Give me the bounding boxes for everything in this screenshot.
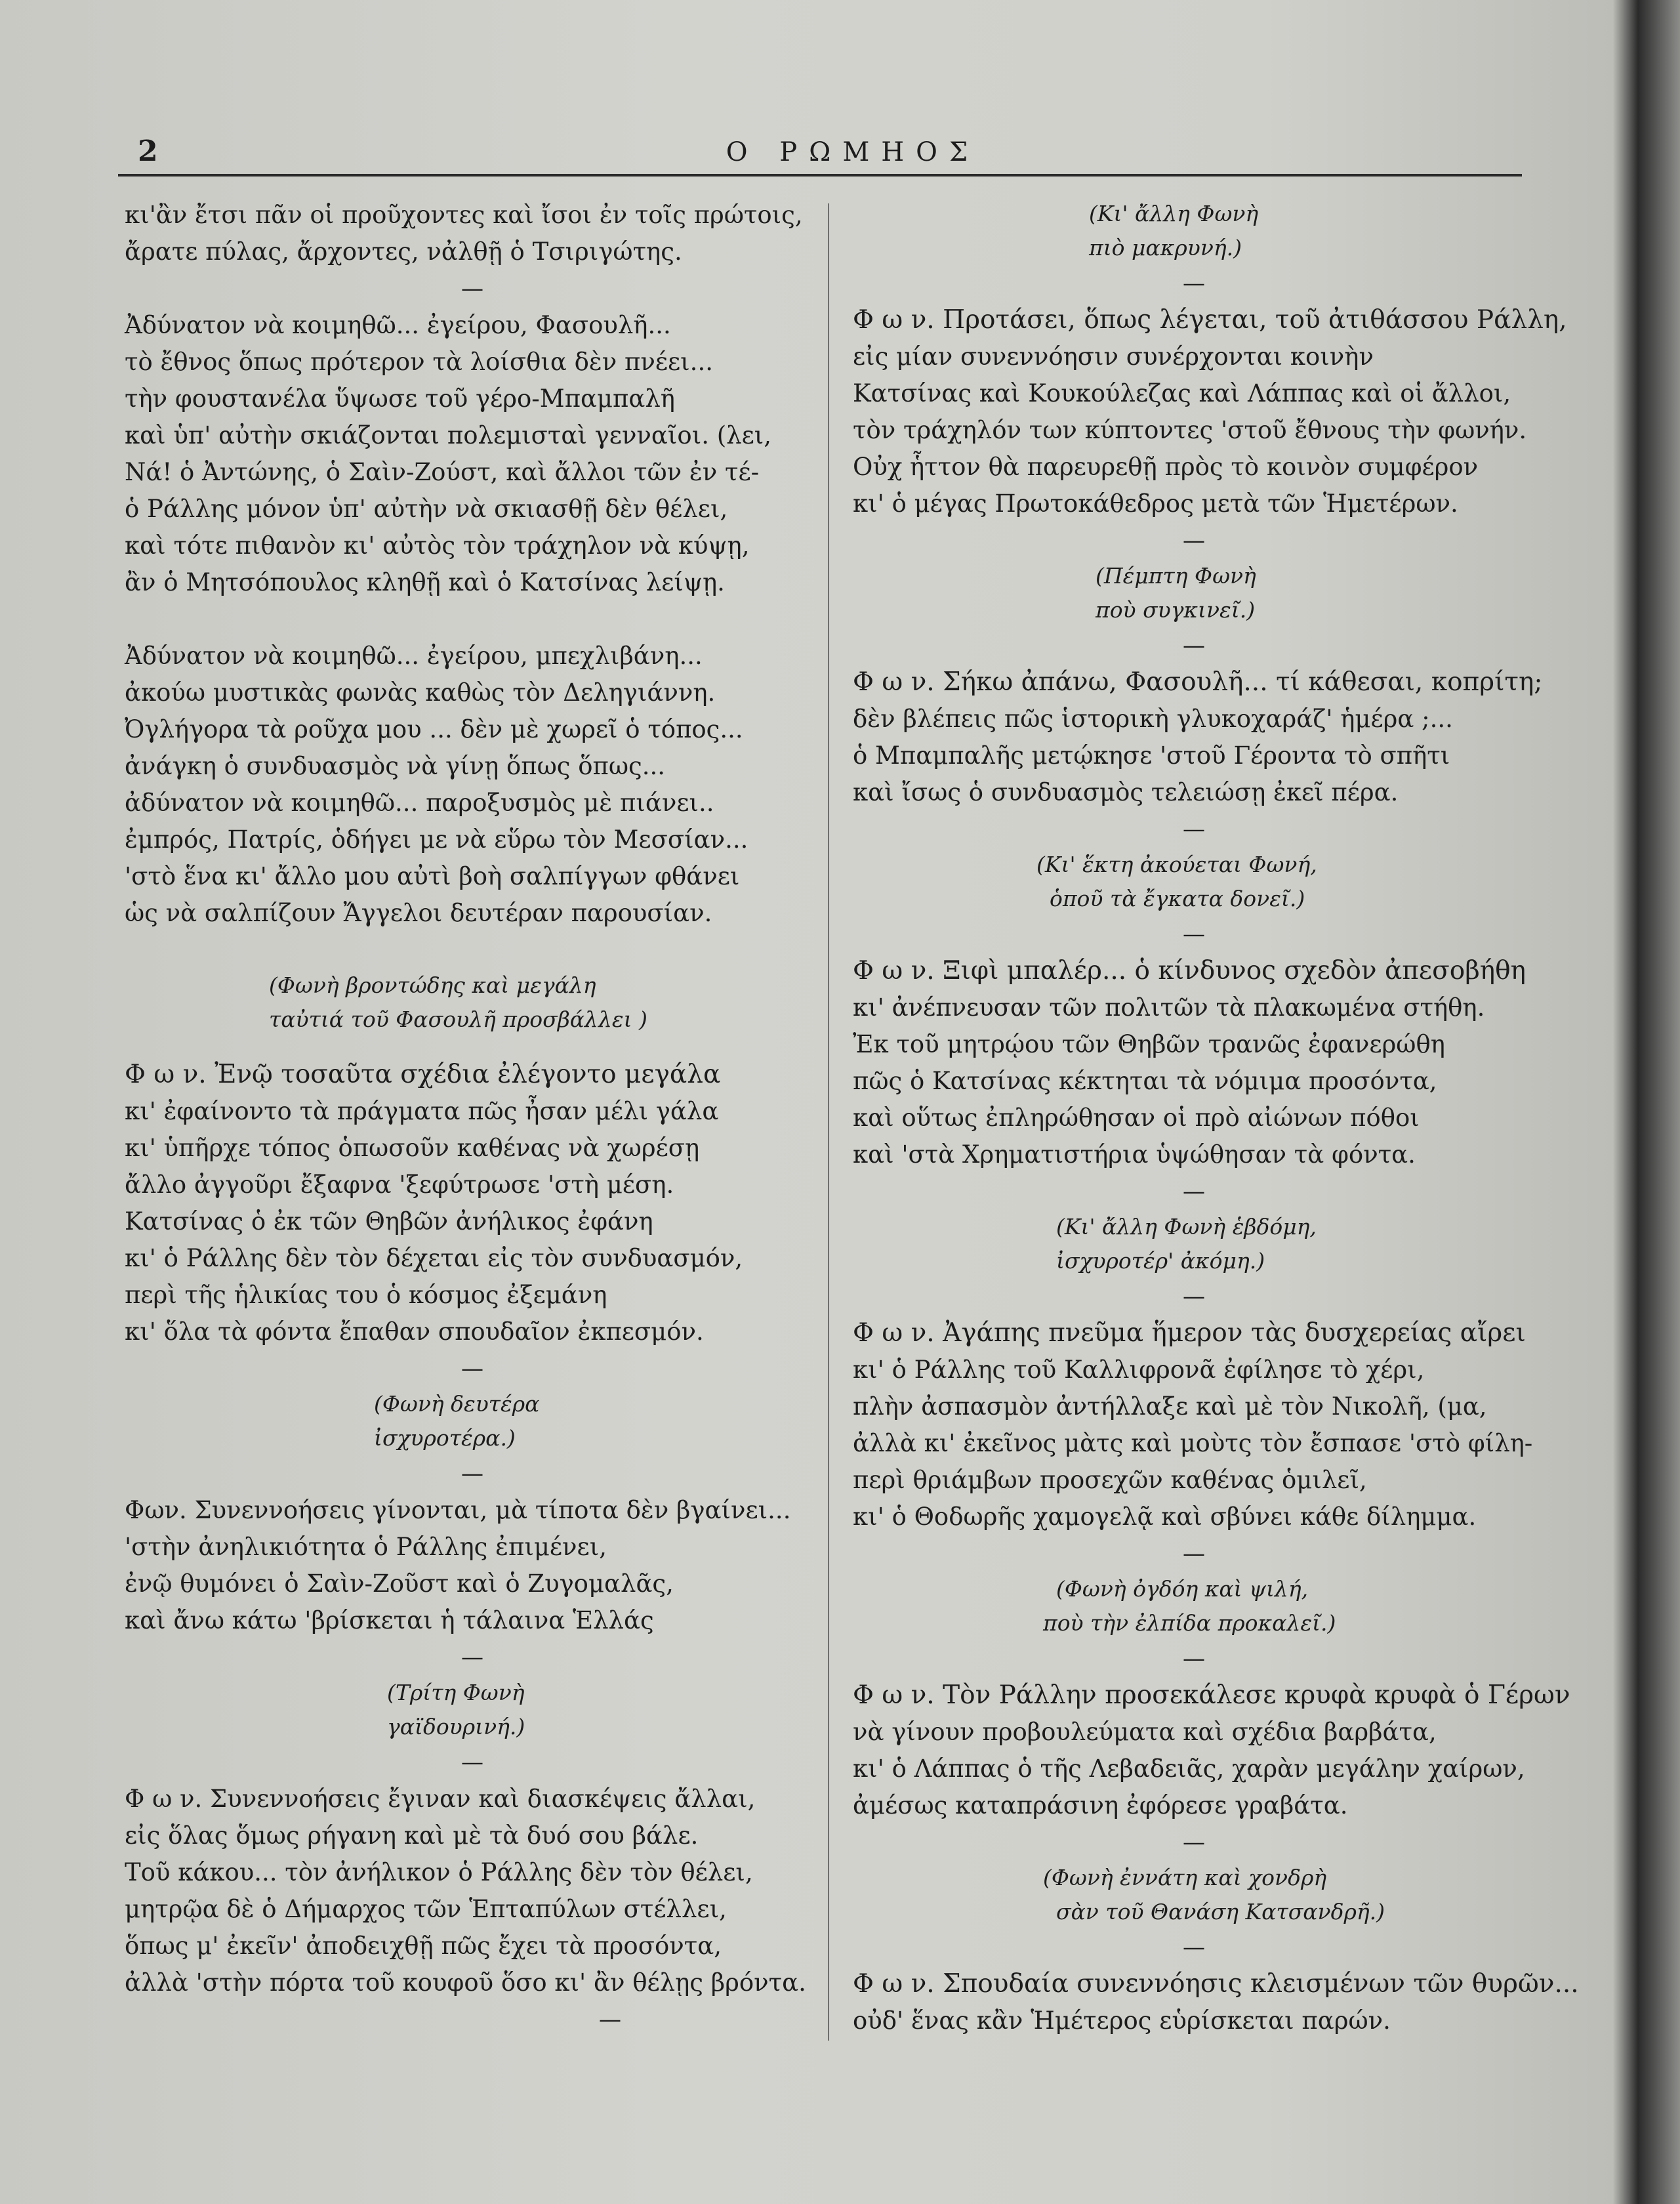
verse-line: Κατσίνας ὁ ἐκ τῶν Θηβῶν ἀνήλικος ἐφάνη [125,1207,653,1236]
verse-line: κι'ἂν ἔτσι πᾶν οἱ προῦχοντες καὶ ἴσοι ἐν τοῖς πρώτοις, [125,201,803,229]
stage-line: ἰσχυροτέρα.) [374,1425,516,1451]
separator-dash: — [461,1644,483,1671]
stanza [846,1966,1579,2039]
blank-gap [118,1037,827,1056]
stanza [846,302,1567,522]
verse-line: ἀνάγκη ὁ συνδυασμὸς νὰ γίνῃ ὅπως ὅπως... [125,752,666,780]
stage-direction [846,1861,1542,1929]
verse-line: κι' ὁ Ράλλης δὲν τὸν δέχεται εἰς τὸν συνδυασμόν, [125,1244,743,1272]
verse-line: Φ ω ν. Ἐνῷ τοσαῦτα σχέδια ἐλέγοντο μεγάλα [125,1060,721,1089]
separator-dash: — [1183,633,1205,659]
stage-line: ἰσχυροτέρ' ἀκόμη.) [1056,1248,1265,1274]
stage-line: πιὸ μακρυνή.) [1089,235,1242,260]
stage-line: (Κι' ἕκτη ἀκούεται Φωνή, [1036,852,1317,877]
stage-line: (Πέμπτη Φωνὴ [1096,563,1256,589]
stage-line: (Φωνὴ ἐννάτη καὶ χονδρὴ [1043,1865,1327,1890]
verse-line: Οὐχ ἧττον θὰ παρευρεθῇ πρὸς τὸ κοινὸν συμφέρον [853,453,1479,481]
separator-dash: — [1183,816,1205,842]
verse-line: ἄρατε πύλας, ἄρχοντες, νἀλθῇ ὁ Τσιριγώτης. [125,238,682,266]
verse-line: Φ ω ν. Ξιφὶ μπαλέρ... ὁ κίνδυνος σχεδὸν ἀπεσοβήθη [853,956,1526,986]
left-column [118,197,827,2038]
verse-line: Φ ω ν. Συνεννοήσεις ἔγιναν καὶ διασκέψεις ἄλλαι, [125,1785,756,1813]
stage-direction [846,1572,1542,1640]
verse-line: τὸ ἔθνος ὅπως πρότερον τὰ λοίσθια δὲν πνέει... [125,348,713,376]
right-column [846,197,1579,2039]
stanza [846,953,1542,1173]
verse-line: ἐνῷ θυμόνει ὁ Σαὶν-Ζοῦστ καὶ ὁ Ζυγομαλᾶς, [125,1570,674,1598]
verse-line: ἀκούω μυστικὰς φωνὰς καθὼς τὸν Δεληγιάννη. [125,678,716,707]
verse-line: Φ ω ν. Σήκω ἀπάνω, Φασουλῆ... τί κάθεσαι, κοπρίτη; [853,667,1543,697]
stage-direction [846,1210,1542,1278]
verse-line: ἀδύνατον νὰ κοιμηθῶ... παροξυσμὸς μὲ πιάνει.. [125,789,714,817]
stage-line: (Τρίτη Φωνὴ [387,1680,525,1705]
separator-dash: — [1183,1283,1205,1310]
separator-dash: — [1183,1178,1205,1205]
verse-line: κι' ἀνέπνευσαν τῶν πολιτῶν τὰ πλακωμένα στήθη. [853,993,1485,1022]
verse-line: μητρῷα δὲ ὁ Δήμαρχος τῶν Ἑπταπύλων στέλλει, [125,1895,727,1923]
verse-line: καὶ οὕτως ἐπληρώθησαν οἱ πρὸ αἰώνων πόθοι [853,1104,1420,1132]
stage-line: γαϊδουρινή.) [387,1714,525,1739]
page-number: 2 [138,135,158,168]
verse-line: κι' ὑπῆρχε τόπος ὁπωσοῦν καθένας νὰ χωρέσῃ [125,1134,700,1162]
verse-line: τὸν τράχηλόν των κύπτοντες 'στοῦ ἔθνους τὴν φωνήν. [853,416,1527,444]
stanza [118,1781,827,2001]
verse-line: καὶ ὑπ' αὐτὴν σκιάζονται πολεμισταὶ γενναῖοι. (λει, [125,421,772,449]
verse-line: ἂν ὁ Μητσόπουλος κληθῇ καὶ ὁ Κατσίνας λείψῃ. [125,568,725,596]
stanza [118,1492,827,1639]
separator-dash: — [1183,1541,1205,1567]
verse-line: κι' ὁ Θοδωρῆς χαμογελᾷ καὶ σβύνει κάθε δίλημμα. [853,1503,1477,1531]
stanza [846,1315,1542,1535]
verse-line: ὁ Ράλλης μόνον ὑπ' αὐτὴν νὰ σκιασθῇ δὲν θέλει, [125,495,728,523]
separator-dash: — [461,1461,483,1487]
verse-line: δὲν βλέπεις πῶς ἱστορικὴ γλυκοχαράζ' ἡμέρα ;... [853,705,1453,733]
blank-gap [118,932,827,968]
verse-line: καὶ 'στὰ Χρηματιστήρια ὑψώθησαν τὰ φόντα. [853,1140,1416,1169]
verse-line: καὶ ἴσως ὁ συνδυασμὸς τελειώσῃ ἐκεῖ πέρα. [853,778,1399,806]
stanza [846,664,1542,811]
verse-line: εἰς μίαν συνεννόησιν συνέρχονται κοινὴν [853,343,1374,371]
verse-line: κι' ὁ Ράλλης τοῦ Καλλιφρονᾶ ἐφίλησε τὸ χέρι, [853,1356,1425,1384]
verse-line: πῶς ὁ Κατσίνας κέκτηται τὰ νόμιμα προσόντα, [853,1067,1437,1095]
separator-dash: — [461,1749,483,1776]
stanza [118,638,827,932]
verse-line: ἀλλὰ 'στὴν πόρτα τοῦ κουφοῦ ὅσο κι' ἂν θέλῃς βρόντα. [125,1968,806,1997]
verse-line: νὰ γίνουν προβουλεύματα καὶ σχέδια βαρβάτα, [853,1718,1437,1746]
stage-line: σὰν τοῦ Θανάση Κατσανδρῆ.) [1056,1899,1385,1924]
verse-line: Φ ω ν. Προτάσει, ὅπως λέγεται, τοῦ ἀτιθάσσου Ράλλη, [853,305,1567,335]
separator-dash: — [1183,921,1205,947]
stage-line: ὁποῦ τὰ ἔγκατα δονεῖ.) [1050,886,1305,911]
verse-line: Κατσίνας καὶ Κουκούλεζας καὶ Λάππας καὶ οἱ ἄλλοι, [853,379,1511,407]
stanza [118,307,827,601]
stage-direction [846,197,1542,265]
verse-line: οὐδ' ἕνας κἂν Ἡμέτερος εὑρίσκεται παρών. [853,2006,1391,2035]
header-rule [118,174,1522,177]
separator-dash: — [1183,1646,1205,1672]
blank-gap [118,601,827,638]
verse-line: εἰς ὅλας ὅμως ρήγανη καὶ μὲ τὰ δυό σου βάλε. [125,1821,699,1850]
stage-direction [118,1676,827,1744]
separator-dash: — [1183,1934,1205,1961]
separator-dash: — [461,276,483,302]
verse-line: Ἐκ τοῦ μητρῴου τῶν Θηβῶν τρανῶς ἐφανερώθη [853,1030,1445,1058]
separator-dash: — [1183,528,1205,554]
separator-dash: — [1183,1829,1205,1856]
stage-direction [846,848,1542,916]
stanza [846,1677,1570,1824]
verse-line: κι' ὅλα τὰ φόντα ἔπαθαν σπουδαῖον ἐκπεσμόν. [125,1318,704,1346]
stanza [118,1056,827,1350]
verse-line: Φ ω ν. Σπουδαία συνεννόησις κλεισμένων τῶν θυρῶν... [853,1969,1579,1999]
stage-line: (Φωνὴ βροντώδης καὶ μεγάλη [269,972,596,998]
verse-line: ἀμέσως καταπράσινη ἐφόρεσε γραβάτα. [853,1791,1348,1819]
stage-line: ταὐτιά τοῦ Φασουλῆ προσβάλλει ) [269,1007,647,1032]
verse-line: πλὴν ἀσπασμὸν ἀντήλλαξε καὶ μὲ τὸν Νικολῆ, (μα, [853,1392,1487,1421]
verse-line: κι' ἐφαίνοντο τὰ πράγματα πῶς ἦσαν μέλι γάλα [125,1097,719,1125]
verse-line: Νά! ὁ Ἀντώνης, ὁ Σαὶν-Ζούστ, καὶ ἄλλοι τῶν ἐν τέ- [125,458,760,486]
verse-line: κι' ὁ μέγας Πρωτοκάθεδρος μετὰ τῶν Ἡμετέρων. [853,489,1458,518]
verse-line: ἀλλὰ κι' ἐκεῖνος μὰτς καὶ μοὺτς τὸν ἔσπασε 'στὸ φίλη- [853,1429,1533,1457]
separator-dash: — [461,1356,483,1382]
verse-line: Φ ω ν. Ἀγάπης πνεῦμα ἥμερον τὰς δυσχερείας αἴρει [853,1318,1526,1348]
verse-line: ἐμπρός, Πατρίς, ὁδήγει με νὰ εὕρω τὸν Μεσσίαν... [125,825,748,854]
verse-line: τὴν φουστανέλα ὕψωσε τοῦ γέρο-Μπαμπαλῆ [125,385,675,413]
newspaper-title: Ο ΡΩΜΗΟΣ [726,137,980,167]
verse-line: ὁ Μπαμπαλῆς μετῴκησε 'στοῦ Γέροντα τὸ σπῆτι [853,741,1450,770]
verse-line: Ἀδύνατον νὰ κοιμηθῶ... ἐγείρου, μπεχλιβάνη... [125,642,703,670]
verse-line: ὡς νὰ σαλπίζουν Ἄγγελοι δευτέραν παρουσίαν. [125,899,712,927]
stage-line: (Φωνὴ ὀγδόη καὶ ψιλή, [1056,1576,1309,1602]
stage-direction [846,559,1542,627]
verse-line: 'στὴν ἀνηλικιότητα ὁ Ράλλης ἐπιμένει, [125,1533,607,1561]
stanza [118,197,827,270]
stage-direction [118,968,827,1037]
verse-line: περὶ τῆς ἡλικίας του ὁ κόσμος ἐξεμάνη [125,1281,607,1309]
verse-line: ἄλλο ἀγγοῦρι ἔξαφνα 'ξεφύτρωσε 'στὴ μέση. [125,1171,674,1199]
verse-line: καὶ τότε πιθανὸν κι' αὐτὸς τὸν τράχηλον νὰ κύψῃ, [125,531,750,560]
verse-line: Ἀδύνατον νὰ κοιμηθῶ... ἐγείρου, Φασουλῆ... [125,311,671,339]
page-header [118,135,1522,174]
stage-line: ποὺ τὴν ἐλπίδα προκαλεῖ.) [1043,1610,1336,1636]
verse-line: περὶ θριάμβων προσεχῶν καθένας ὁμιλεῖ, [853,1466,1367,1494]
separator-dash: — [599,2006,621,2033]
verse-line: 'στὸ ἕνα κι' ἄλλο μου αὐτὶ βοὴ σαλπίγγων φθάνει [125,862,740,890]
stage-line: (Κι' ἄλλη Φωνὴ ἑβδόμη, [1056,1214,1317,1239]
stage-line: (Κι' ἄλλη Φωνὴ [1089,201,1259,226]
stage-direction [118,1387,827,1455]
stage-line: ποὺ συγκινεῖ.) [1096,597,1256,623]
verse-line: ὅπως μ' ἐκεῖν' ἀποδειχθῇ πῶς ἔχει τὰ προσόντα, [125,1932,722,1960]
verse-line: Φων. Συνεννοήσεις γίνονται, μὰ τίποτα δὲν βγαίνει... [125,1496,791,1524]
separator-dash: — [1183,270,1205,297]
verse-line: κι' ὁ Λάππας ὁ τῆς Λεβαδειᾶς, χαρὰν μεγάλην χαίρων, [853,1755,1525,1783]
verse-line: καὶ ἄνω κάτω 'βρίσκεται ἡ τάλαινα Ἑλλάς [125,1606,654,1634]
verse-line: Φ ω ν. Τὸν Ράλλην προσεκάλεσε κρυφὰ κρυφὰ ὁ Γέρων [853,1680,1570,1710]
verse-line: Ὀγλήγορα τὰ ροῦχα μου ... δὲν μὲ χωρεῖ ὁ τόπος... [125,715,743,743]
stage-line: (Φωνὴ δευτέρα [374,1391,540,1417]
column-divider [828,203,829,2041]
verse-line: Τοῦ κάκου... τὸν ἀνήλικον ὁ Ράλλης δὲν τὸν θέλει, [125,1858,753,1886]
